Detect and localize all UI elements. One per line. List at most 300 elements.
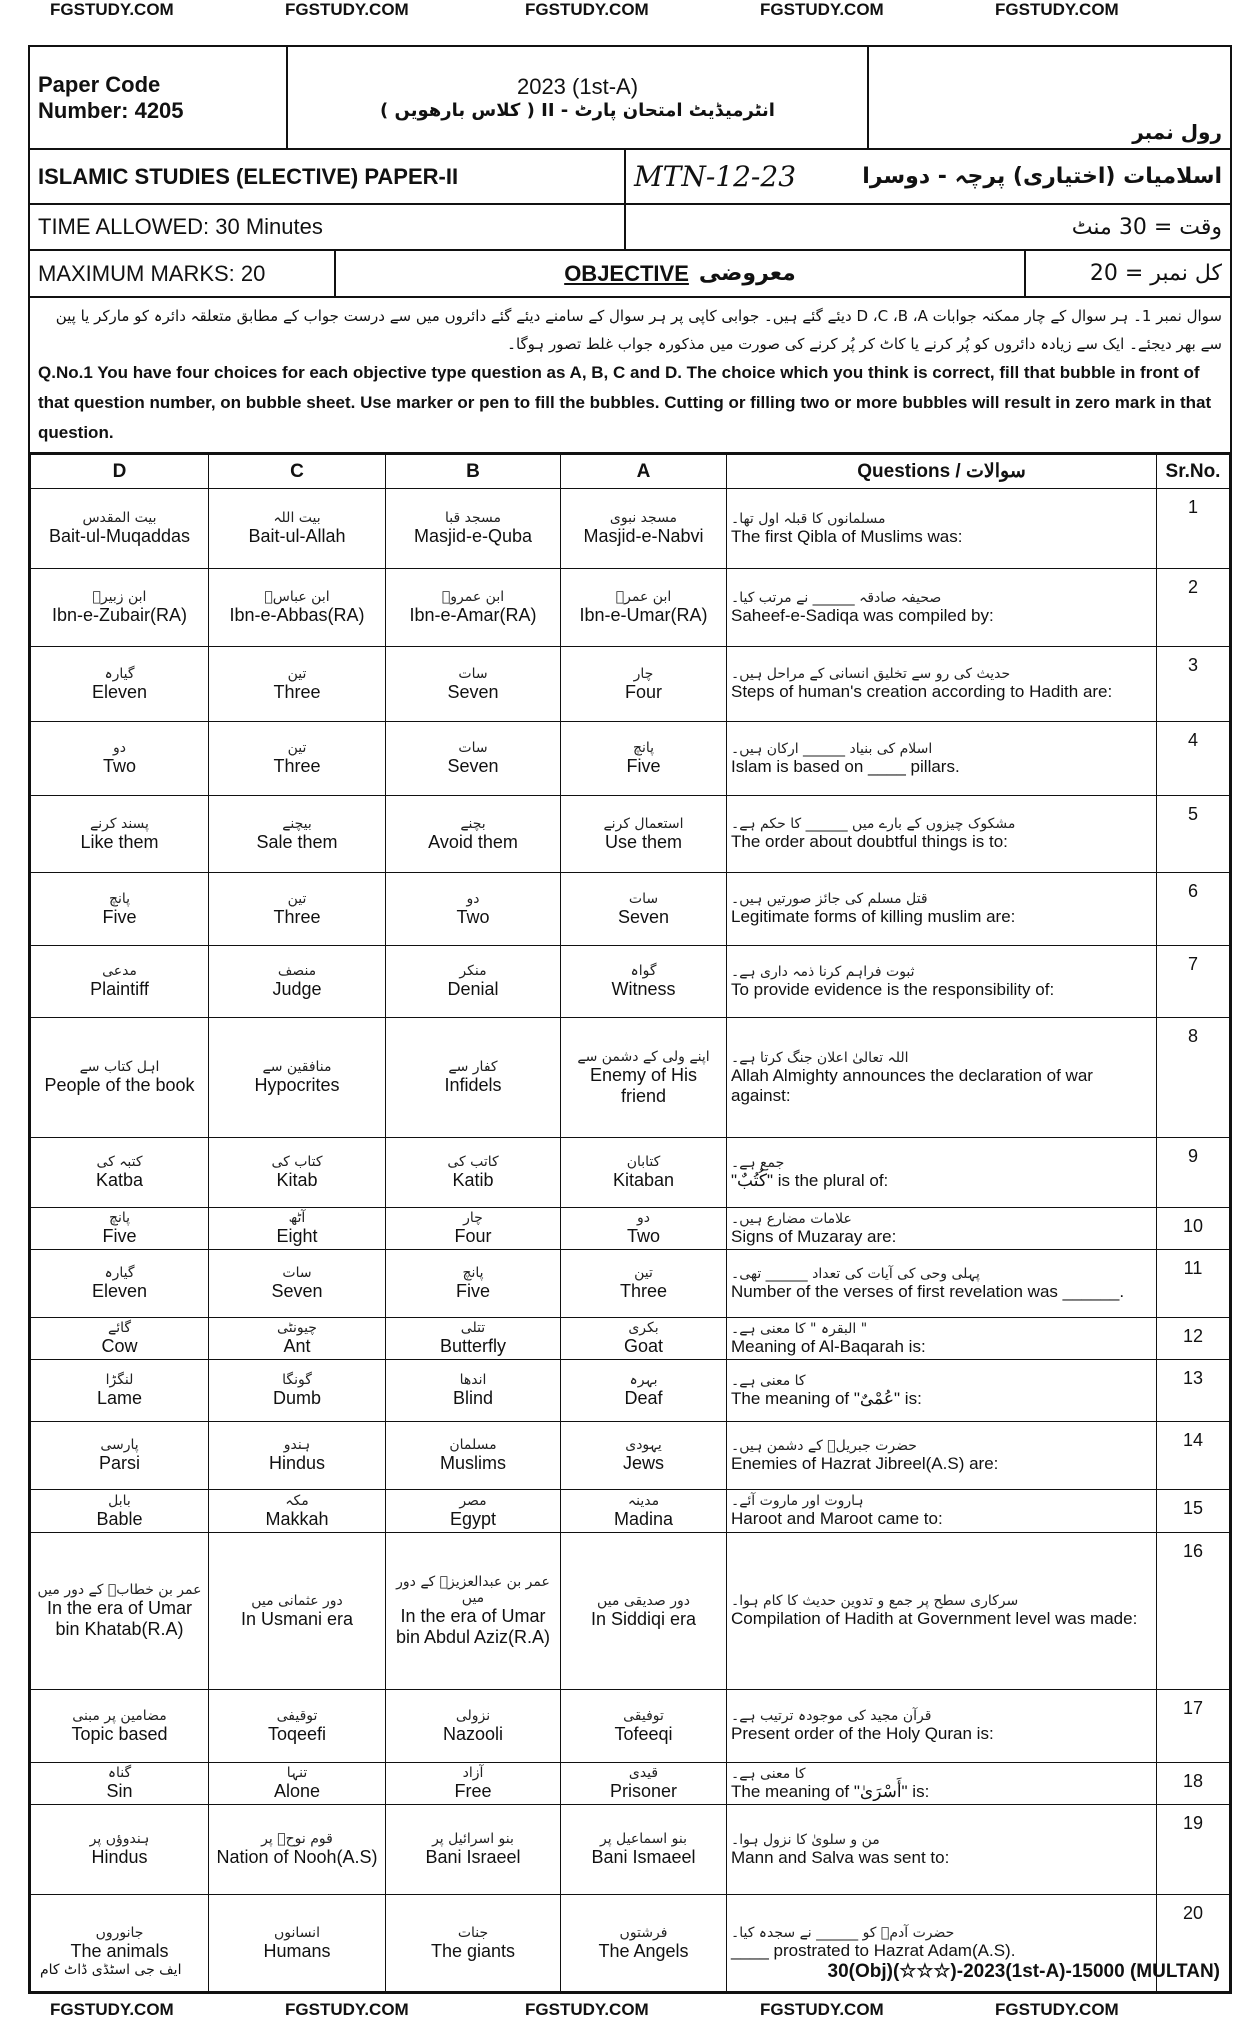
option-d-urdu: پانچ bbox=[108, 890, 131, 907]
subject-title-urdu: اسلامیات (اختیاری) پرچہ - دوسرا bbox=[862, 164, 1222, 189]
question-text: "كُتُبٌ" is the plural of: bbox=[731, 1170, 889, 1190]
question-text: The meaning of "أَسْرَىٰ" is: bbox=[731, 1781, 930, 1801]
option-a-urdu: دو bbox=[637, 1210, 650, 1226]
question-row bbox=[31, 873, 1230, 946]
option-d-urdu: پانچ bbox=[108, 1210, 131, 1226]
option-d bbox=[31, 489, 209, 569]
option-a-text: Madina bbox=[613, 1508, 674, 1529]
option-a-urdu: چار bbox=[633, 665, 654, 682]
option-c-urdu: تین bbox=[287, 890, 307, 907]
option-c-text: Humans bbox=[263, 1940, 331, 1961]
option-a bbox=[561, 489, 727, 569]
subject-title: ISLAMIC STUDIES (ELECTIVE) PAPER-II bbox=[30, 150, 626, 203]
watermark: FGSTUDY.COM bbox=[995, 2000, 1119, 2019]
question-text: Meaning of Al-Baqarah is: bbox=[731, 1336, 926, 1356]
option-c bbox=[209, 1805, 386, 1895]
option-c-text: Eight bbox=[276, 1226, 318, 1246]
question-urdu: کا معنی ہے۔ bbox=[731, 1765, 806, 1782]
option-b-urdu: نزولی bbox=[455, 1707, 491, 1724]
question-text: The order about doubtful things is to: bbox=[731, 832, 1008, 851]
question-cell bbox=[727, 946, 1157, 1018]
option-b bbox=[386, 1533, 561, 1690]
option-b bbox=[386, 1360, 561, 1422]
option-b-urdu: دو bbox=[466, 890, 480, 907]
option-a bbox=[561, 1422, 727, 1490]
option-d bbox=[31, 1763, 209, 1805]
option-c-urdu: تین bbox=[287, 740, 307, 756]
option-b-text: Two bbox=[456, 906, 490, 927]
option-a bbox=[561, 1018, 727, 1138]
option-c-text: Hindus bbox=[268, 1453, 326, 1473]
question-row bbox=[31, 647, 1230, 722]
option-a bbox=[561, 946, 727, 1018]
question-cell bbox=[727, 1138, 1157, 1208]
option-c bbox=[209, 722, 386, 796]
option-d-text: Like them bbox=[80, 831, 159, 852]
header-row-code bbox=[30, 47, 1230, 150]
question-cell bbox=[727, 489, 1157, 569]
question-urdu: کا معنی ہے۔ bbox=[731, 1372, 806, 1389]
option-b-urdu: منکر bbox=[459, 963, 487, 979]
option-c bbox=[209, 647, 386, 722]
option-c-text: Three bbox=[273, 756, 321, 776]
option-d bbox=[31, 1250, 209, 1318]
question-urdu: مسلمانوں کا قبلہ اول تھا۔ bbox=[731, 510, 886, 527]
option-d-text: Eleven bbox=[91, 681, 148, 702]
option-b bbox=[386, 489, 561, 569]
option-a-urdu: کتابان bbox=[626, 1154, 661, 1170]
option-d-urdu: گناہ bbox=[107, 1765, 132, 1781]
serial-number: 7 bbox=[1157, 946, 1230, 1018]
option-d-urdu: ابن زبیرؓ bbox=[92, 589, 147, 605]
serial-number: 11 bbox=[1157, 1250, 1230, 1318]
option-c-text: Toqeefi bbox=[267, 1723, 327, 1744]
option-d-urdu: مدعی bbox=[102, 963, 137, 979]
option-d bbox=[31, 946, 209, 1018]
option-b bbox=[386, 722, 561, 796]
option-d-urdu: بیت المقدس bbox=[82, 510, 157, 526]
question-text: Allah Almighty announces the declaration of war against: bbox=[731, 1065, 1093, 1105]
question-cell bbox=[727, 1422, 1157, 1490]
option-c-text: Ibn-e-Abbas(RA) bbox=[229, 605, 365, 625]
watermark: FGSTUDY.COM bbox=[995, 0, 1119, 19]
question-row bbox=[31, 1360, 1230, 1422]
question-urdu: علامات مضارع ہیں۔ bbox=[731, 1210, 852, 1227]
option-c bbox=[209, 569, 386, 647]
option-d bbox=[31, 1422, 209, 1490]
option-a bbox=[561, 1805, 727, 1895]
instructions bbox=[30, 298, 1230, 454]
option-b-urdu: آزاد bbox=[462, 1765, 484, 1781]
option-b-urdu: مسجد قبا bbox=[444, 510, 501, 526]
question-row bbox=[31, 1763, 1230, 1805]
question-urdu: حدیث کی رو سے تخلیق انسانی کے مراحل ہیں۔ bbox=[731, 666, 1011, 682]
option-d bbox=[31, 1490, 209, 1533]
option-b bbox=[386, 1690, 561, 1763]
question-text: Legitimate forms of killing muslim are: bbox=[731, 907, 1016, 926]
option-b bbox=[386, 1250, 561, 1318]
option-a bbox=[561, 1533, 727, 1690]
footer-code: 30(Obj)(☆☆☆)-2023(1st-A)-15000 (MULTAN) bbox=[827, 1961, 1220, 1982]
option-d bbox=[31, 873, 209, 946]
question-cell bbox=[727, 1018, 1157, 1138]
question-text: Present order of the Holy Quran is: bbox=[731, 1724, 994, 1743]
option-b-text: Butterfly bbox=[439, 1336, 507, 1356]
question-text: The meaning of "عُمْىٌ" is: bbox=[731, 1388, 922, 1408]
option-b-text: Muslims bbox=[440, 1453, 506, 1473]
option-c-text: Ant bbox=[283, 1336, 311, 1356]
watermark: FGSTUDY.COM bbox=[760, 2000, 884, 2019]
option-c-text: Dumb bbox=[272, 1388, 321, 1408]
serial-number: 3 bbox=[1157, 647, 1230, 722]
option-a-text: Three bbox=[619, 1281, 668, 1301]
column-questions: Questions / سوالات bbox=[727, 455, 1157, 489]
option-b-urdu: بچنے bbox=[460, 815, 486, 832]
option-d bbox=[31, 1138, 209, 1208]
column-b: B bbox=[386, 455, 561, 489]
question-row bbox=[31, 569, 1230, 647]
option-d-urdu: گیارہ bbox=[104, 665, 135, 682]
instructions-english: Q.No.1 You have four choices for each objective type question as A, B, C and D. The choice which you think is correct, fill that bubble in front of that question number, on bubble sheet. Use marker or pen to fill the bubbles. Cutting or filling two or more bubbles will result in zero mark in that question. bbox=[38, 363, 1212, 442]
question-urdu: اللہ تعالیٰ اعلان جنگ کرتا ہے۔ bbox=[731, 1049, 909, 1066]
option-b-urdu: تتلی bbox=[460, 1320, 486, 1336]
question-row bbox=[31, 796, 1230, 873]
option-a bbox=[561, 1318, 727, 1360]
option-b-urdu: اندھا bbox=[459, 1372, 487, 1388]
question-urdu: ہاروت اور ماروت آئے۔ bbox=[731, 1493, 864, 1509]
column-srno: Sr.No. bbox=[1157, 455, 1230, 489]
option-d-urdu: گائے bbox=[107, 1320, 132, 1336]
serial-number: 8 bbox=[1157, 1018, 1230, 1138]
option-a-urdu: ابن عمرؓ bbox=[615, 589, 672, 605]
option-b bbox=[386, 1490, 561, 1533]
option-d-urdu: عمر بن خطابؓ کے دور میں bbox=[37, 1582, 202, 1598]
option-b-urdu: مسلمان bbox=[449, 1437, 497, 1453]
option-c bbox=[209, 1018, 386, 1138]
column-c: C bbox=[209, 455, 386, 489]
exam-paper bbox=[28, 45, 1232, 1994]
serial-number: 19 bbox=[1157, 1805, 1230, 1895]
option-c-urdu: قوم نوحؑ پر bbox=[261, 1831, 333, 1847]
option-b-text: Egypt bbox=[449, 1508, 497, 1529]
watermark: FGSTUDY.COM bbox=[760, 0, 884, 19]
option-d bbox=[31, 1208, 209, 1250]
option-a bbox=[561, 569, 727, 647]
option-b bbox=[386, 1208, 561, 1250]
option-a bbox=[561, 722, 727, 796]
option-d bbox=[31, 1318, 209, 1360]
option-a-text: Five bbox=[626, 756, 661, 776]
option-d-text: Five bbox=[102, 1226, 137, 1246]
option-a bbox=[561, 1208, 727, 1250]
option-c bbox=[209, 1690, 386, 1763]
footer-urdu: ایف جی اسٹڈی ڈاٹ کام bbox=[40, 1962, 182, 1978]
option-d-text: Bait-ul-Muqaddas bbox=[48, 526, 191, 546]
option-c-text: Bait-ul-Allah bbox=[248, 526, 346, 546]
option-a bbox=[561, 1360, 727, 1422]
watermark: FGSTUDY.COM bbox=[285, 0, 409, 19]
option-b-urdu: ابن عمروؓ bbox=[441, 589, 505, 605]
option-c bbox=[209, 946, 386, 1018]
question-cell bbox=[727, 1208, 1157, 1250]
serial-number: 2 bbox=[1157, 569, 1230, 647]
option-a-urdu: قیدی bbox=[628, 1765, 659, 1781]
question-cell bbox=[727, 1250, 1157, 1318]
serial-number: 15 bbox=[1157, 1490, 1230, 1533]
option-b-urdu: جنات bbox=[457, 1924, 489, 1941]
option-b-text: Five bbox=[455, 1281, 490, 1301]
option-d bbox=[31, 1805, 209, 1895]
option-b bbox=[386, 796, 561, 873]
option-c-urdu: بیچنے bbox=[282, 815, 312, 832]
question-urdu: حضرت آدمؑ کو ______ نے سجدہ کیا۔ bbox=[731, 1925, 955, 1941]
option-c bbox=[209, 1318, 386, 1360]
option-c-urdu: منافقین سے bbox=[262, 1059, 332, 1075]
question-cell bbox=[727, 1490, 1157, 1533]
question-urdu: صحیفہ صادقہ ______ نے مرتب کیا۔ bbox=[731, 589, 942, 606]
option-d bbox=[31, 1533, 209, 1690]
option-c-text: Alone bbox=[273, 1781, 321, 1801]
question-text: Number of the verses of first revelation was ______. bbox=[731, 1281, 1125, 1301]
question-text: Haroot and Maroot came to: bbox=[731, 1509, 943, 1528]
question-cell bbox=[727, 1318, 1157, 1360]
option-d bbox=[31, 1018, 209, 1138]
option-b-text: Seven bbox=[447, 756, 499, 776]
option-b-text: Four bbox=[454, 1226, 492, 1246]
option-b-text: Infidels bbox=[444, 1075, 502, 1095]
option-d-text: Bable bbox=[96, 1508, 143, 1529]
option-d-text: The animals bbox=[70, 1940, 169, 1961]
option-c-text: Judge bbox=[272, 979, 322, 999]
question-cell bbox=[727, 796, 1157, 873]
question-cell bbox=[727, 569, 1157, 647]
option-b bbox=[386, 1318, 561, 1360]
question-row bbox=[31, 1018, 1230, 1138]
option-a-urdu: بنو اسماعیل پر bbox=[599, 1831, 688, 1847]
option-b bbox=[386, 1763, 561, 1805]
question-row bbox=[31, 1690, 1230, 1763]
question-row bbox=[31, 1422, 1230, 1490]
question-cell bbox=[727, 722, 1157, 796]
option-d-text: People of the book bbox=[44, 1075, 195, 1095]
option-c-text: Seven bbox=[271, 1281, 323, 1301]
option-d bbox=[31, 1690, 209, 1763]
serial-number: 1 bbox=[1157, 489, 1230, 569]
option-b-text: Katib bbox=[452, 1170, 494, 1190]
option-d-text: Parsi bbox=[98, 1453, 140, 1473]
option-d bbox=[31, 647, 209, 722]
option-a-text: Goat bbox=[623, 1336, 664, 1356]
option-c bbox=[209, 873, 386, 946]
question-row bbox=[31, 1138, 1230, 1208]
option-a-urdu: مسجد نبوی bbox=[609, 510, 678, 526]
question-row bbox=[31, 1250, 1230, 1318]
serial-number: 10 bbox=[1157, 1208, 1230, 1250]
question-urdu: ثبوت فراہم کرنا ذمہ داری ہے۔ bbox=[731, 963, 915, 980]
option-c bbox=[209, 1422, 386, 1490]
option-d-urdu: مضامین پر مبنی bbox=[72, 1707, 167, 1724]
watermark: FGSTUDY.COM bbox=[525, 2000, 649, 2019]
question-urdu: اسلام کی بنیاد ______ ارکان ہیں۔ bbox=[731, 740, 933, 757]
option-d-urdu: اہل کتاب سے bbox=[79, 1059, 160, 1075]
option-d-urdu: پسند کرنے bbox=[90, 815, 149, 832]
option-d-urdu: دو bbox=[113, 740, 126, 756]
instructions-urdu: سوال نمبر 1۔ ہر سوال کے چار ممکنہ جوابات D ،C ،B ،A دیئے گئے ہیں۔ جوابی کاپی پر ہر سوال کے سامنے دیئے گئے دائروں میں سے درست جواب کے مطابق متعلقہ دائرہ کو مارکر یا پین سے بھر دیجئے۔ ایک سے زیادہ دائروں کو پُر کرنے یا کاٹ کر پُر کرنے کی صورت میں مذکورہ جواب غلط تصور ہوگا۔ bbox=[55, 307, 1222, 353]
option-d-text: Topic based bbox=[71, 1723, 168, 1744]
option-d-text: Eleven bbox=[91, 1281, 148, 1301]
option-a-text: Ibn-e-Umar(RA) bbox=[579, 605, 708, 625]
option-a-text: Deaf bbox=[624, 1388, 663, 1408]
question-text: Enemies of Hazrat Jibreel(A.S) are: bbox=[731, 1453, 999, 1473]
option-c-text: Three bbox=[273, 906, 321, 927]
question-row bbox=[31, 1533, 1230, 1690]
question-row bbox=[31, 722, 1230, 796]
option-a-text: Four bbox=[624, 681, 662, 702]
option-c bbox=[209, 1490, 386, 1533]
option-c-urdu: مکہ bbox=[285, 1492, 309, 1509]
option-b-urdu: کاتب کی bbox=[447, 1154, 499, 1170]
option-c-text: Hypocrites bbox=[254, 1075, 340, 1095]
option-c-text: Kitab bbox=[276, 1170, 318, 1190]
option-a-urdu: بہرہ bbox=[629, 1372, 658, 1388]
option-b bbox=[386, 1422, 561, 1490]
option-c-urdu: آٹھ bbox=[288, 1210, 306, 1226]
option-a-urdu: توفیقی bbox=[623, 1707, 664, 1724]
option-c-urdu: دور عثمانی میں bbox=[251, 1592, 343, 1609]
option-b-text: Seven bbox=[447, 681, 499, 702]
option-d-urdu: گیارہ bbox=[104, 1265, 135, 1281]
question-text: Signs of Muzaray are: bbox=[731, 1226, 897, 1246]
question-urdu: جمع ہے۔ bbox=[731, 1154, 785, 1171]
option-c-text: Nation of Nooh(A.S) bbox=[216, 1847, 378, 1867]
option-b-text: Bani Israeel bbox=[425, 1847, 521, 1867]
question-row bbox=[31, 1318, 1230, 1360]
option-c-urdu: ہندو bbox=[283, 1437, 311, 1453]
serial-number: 5 bbox=[1157, 796, 1230, 873]
option-c-urdu: تین bbox=[287, 665, 307, 682]
time-allowed: TIME ALLOWED: 30 Minutes bbox=[30, 205, 626, 249]
serial-number: 13 bbox=[1157, 1360, 1230, 1422]
option-c-urdu: ابن عباسؓ bbox=[264, 589, 330, 605]
number-label: Number: bbox=[38, 97, 129, 123]
maximum-marks: MAXIMUM MARKS: 20 bbox=[30, 251, 336, 296]
question-urdu: قتل مسلم کی جائز صورتیں ہیں۔ bbox=[731, 891, 928, 907]
option-b bbox=[386, 1018, 561, 1138]
question-urdu: مشکوک چیزوں کے بارے میں ______ کا حکم ہے۔ bbox=[731, 816, 1016, 832]
option-c bbox=[209, 1360, 386, 1422]
serial-number: 20 bbox=[1157, 1895, 1230, 1992]
serial-number: 17 bbox=[1157, 1690, 1230, 1763]
option-a-urdu: اپنے ولی کے دشمن سے bbox=[577, 1048, 710, 1065]
question-cell bbox=[727, 1690, 1157, 1763]
option-c bbox=[209, 1763, 386, 1805]
option-d-urdu: جانوروں bbox=[95, 1924, 144, 1941]
question-text: Compilation of Hadith at Government level was made: bbox=[731, 1609, 1138, 1628]
question-cell bbox=[727, 1763, 1157, 1805]
serial-number: 16 bbox=[1157, 1533, 1230, 1690]
option-c bbox=[209, 1250, 386, 1318]
question-urdu: حضرت جبریلؑ کے دشمن ہیں۔ bbox=[731, 1437, 917, 1454]
question-cell bbox=[727, 1533, 1157, 1690]
watermark: FGSTUDY.COM bbox=[285, 2000, 409, 2019]
serial-number: 9 bbox=[1157, 1138, 1230, 1208]
option-b bbox=[386, 946, 561, 1018]
question-row bbox=[31, 489, 1230, 569]
option-a-text: Jews bbox=[622, 1453, 664, 1473]
option-c-urdu: سات bbox=[282, 1265, 312, 1281]
option-a bbox=[561, 1138, 727, 1208]
option-c-urdu: تنہا bbox=[286, 1765, 308, 1781]
option-d-urdu: ہندوؤں پر bbox=[89, 1831, 150, 1847]
option-a-urdu: سات bbox=[628, 890, 659, 907]
serial-number: 4 bbox=[1157, 722, 1230, 796]
question-row bbox=[31, 946, 1230, 1018]
option-c-text: In Usmani era bbox=[240, 1608, 354, 1629]
option-a-text: Tofeeqi bbox=[614, 1723, 673, 1744]
option-b-urdu: عمر بن عبدالعزیزؒ کے دور میں bbox=[396, 1574, 550, 1606]
column-a: A bbox=[561, 455, 727, 489]
option-c-urdu: انسانوں bbox=[274, 1924, 320, 1941]
option-d-text: Katba bbox=[95, 1170, 144, 1190]
option-a bbox=[561, 1690, 727, 1763]
exam-year: 2023 (1st-A) bbox=[516, 74, 639, 99]
option-c bbox=[209, 489, 386, 569]
option-c-text: Sale them bbox=[256, 831, 338, 852]
option-b-text: Blind bbox=[452, 1388, 494, 1408]
option-a bbox=[561, 873, 727, 946]
option-c-urdu: بیت اللہ bbox=[273, 510, 321, 526]
question-urdu: " البقرہ " کا معنی ہے۔ bbox=[731, 1320, 868, 1337]
question-text: To provide evidence is the responsibility of: bbox=[731, 979, 1055, 999]
question-text: The first Qibla of Muslims was: bbox=[731, 526, 963, 546]
option-d-urdu: کتبہ کی bbox=[96, 1154, 143, 1170]
option-d bbox=[31, 569, 209, 647]
option-a bbox=[561, 1763, 727, 1805]
option-c-urdu: توقیفی bbox=[276, 1707, 318, 1724]
option-a bbox=[561, 1895, 727, 1992]
questions-table bbox=[30, 454, 1230, 1992]
option-a-text: The Angels bbox=[598, 1940, 689, 1961]
option-b-urdu: سات bbox=[458, 740, 488, 756]
option-d-urdu: بابل bbox=[108, 1492, 131, 1509]
question-row bbox=[31, 1805, 1230, 1895]
option-b bbox=[386, 569, 561, 647]
option-a-text: Seven bbox=[617, 906, 670, 927]
option-d-text: Plaintiff bbox=[90, 979, 149, 999]
option-d bbox=[31, 722, 209, 796]
question-urdu: سرکاری سطح پر جمع و تدوین حدیث کا کام ہوا۔ bbox=[731, 1593, 1019, 1609]
option-b bbox=[386, 1805, 561, 1895]
option-a-text: In Siddiqi era bbox=[590, 1608, 697, 1629]
option-b-text: Denial bbox=[447, 979, 499, 999]
option-b-text: Avoid them bbox=[428, 831, 518, 852]
option-b-text: Masjid-e-Quba bbox=[413, 526, 533, 546]
option-a-text: Witness bbox=[611, 979, 676, 999]
option-a-text: Use them bbox=[604, 831, 683, 852]
serial-number: 6 bbox=[1157, 873, 1230, 946]
question-row bbox=[31, 1490, 1230, 1533]
exam-title-urdu: انٹرمیڈیٹ امتحان پارٹ - II ( کلاس بارھویں ) bbox=[380, 100, 775, 121]
question-cell bbox=[727, 647, 1157, 722]
serial-number: 12 bbox=[1157, 1318, 1230, 1360]
question-text: Islam is based on ____ pillars. bbox=[731, 756, 960, 776]
option-c bbox=[209, 1208, 386, 1250]
option-d-urdu: لنگڑا bbox=[105, 1372, 134, 1388]
option-a-urdu: مدینہ bbox=[627, 1492, 660, 1509]
objective-label: OBJECTIVE bbox=[564, 260, 689, 286]
option-a-text: Two bbox=[626, 1226, 660, 1246]
maximum-marks-urdu: کل نمبر = 20 bbox=[1089, 261, 1222, 286]
